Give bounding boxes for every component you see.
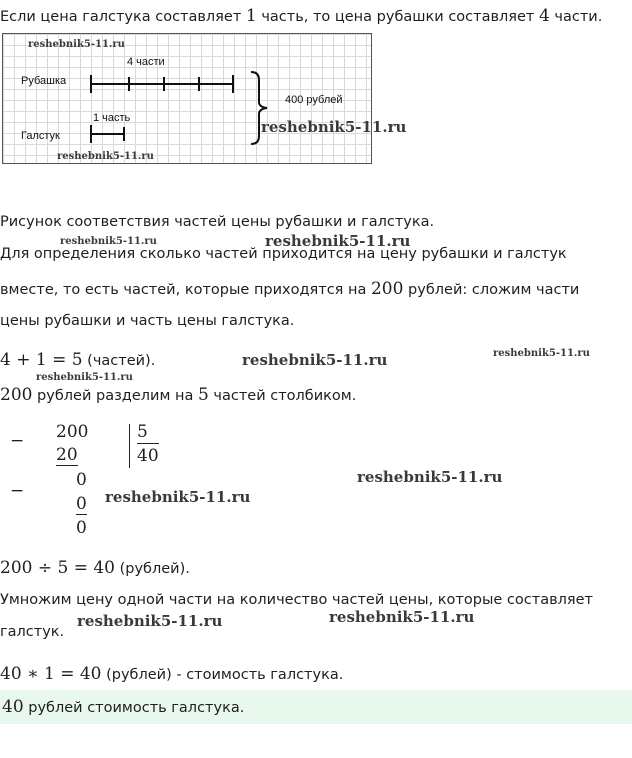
long-division-quotient: 40 bbox=[137, 446, 159, 466]
equation-tie-price bbox=[0, 664, 343, 684]
answer-num: 40 bbox=[2, 697, 24, 717]
figure-caption: Рисунок соответствия частей цены рубашки и галстука. bbox=[0, 214, 435, 230]
watermark-2: reshebnik5-11.ru bbox=[265, 232, 411, 250]
intro-text-a: Если цена галстука составляет bbox=[0, 9, 246, 25]
watermark-8: reshebnik5-11.ru bbox=[77, 612, 223, 630]
long-division-subtrahend-2: 0 bbox=[76, 494, 87, 514]
paragraph-line-2-text-a: вместе, то есть частей, которые приходятся на bbox=[0, 282, 371, 298]
equation-parts-text: (частей). bbox=[82, 353, 156, 369]
long-division-minus-1: − bbox=[10, 431, 25, 451]
figure-watermark-top: reshebnik5-11.ru bbox=[28, 39, 125, 50]
division-sentence-num-b: 5 bbox=[197, 385, 209, 405]
equation-part-price-text: (рублей). bbox=[115, 561, 190, 577]
long-division-bar bbox=[129, 424, 130, 468]
equation-part-price bbox=[0, 558, 190, 578]
division-sentence-text-b: частей столбиком. bbox=[208, 388, 357, 404]
long-division-subtrahend-1: 20 bbox=[56, 445, 78, 465]
equation-part-price-math: 200 ÷ 5 = 40 bbox=[0, 558, 115, 578]
long-division-minus-2: − bbox=[10, 481, 25, 501]
paragraph-line-3: цены рубашки и часть цены галстука. bbox=[0, 313, 295, 329]
answer-box bbox=[0, 690, 632, 724]
watermark-7: reshebnik5-11.ru bbox=[357, 468, 503, 486]
equation-parts bbox=[0, 350, 155, 370]
answer-text bbox=[2, 697, 244, 717]
equation-parts-math: 4 + 1 = 5 bbox=[0, 350, 83, 370]
division-sentence-num-a: 200 bbox=[0, 385, 33, 405]
equation-tie-price-math: 40 ∗ 1 = 40 bbox=[0, 664, 102, 684]
label-4-parts: 4 части bbox=[127, 56, 165, 68]
intro-text-b: часть, то цена рубашки составляет bbox=[256, 9, 539, 25]
paragraph-line-2-text-b: рублей: сложим части bbox=[403, 282, 580, 298]
label-1-part: 1 часть bbox=[93, 112, 131, 124]
equation-tie-price-text: (рублей) - стоимость галстука. bbox=[101, 667, 344, 683]
intro-num-b: 4 bbox=[539, 6, 550, 26]
watermark-5: reshebnik5-11.ru bbox=[36, 372, 133, 383]
intro-line bbox=[0, 6, 602, 26]
multiply-line-2: галстук. bbox=[0, 624, 65, 640]
label-shirt: Рубашка bbox=[21, 75, 67, 87]
division-sentence bbox=[0, 385, 356, 405]
paragraph-line-1: Для определения сколько частей приходится на цену рубашки и галстук bbox=[0, 246, 567, 262]
watermark-9: reshebnik5-11.ru bbox=[329, 608, 475, 626]
watermark-1: reshebnik5-11.ru bbox=[60, 236, 157, 247]
watermark-3: reshebnik5-11.ru bbox=[242, 351, 388, 369]
answer-label: рублей стоимость галстука. bbox=[23, 700, 245, 716]
intro-num-a: 1 bbox=[245, 6, 257, 26]
watermark-6: reshebnik5-11.ru bbox=[105, 488, 251, 506]
long-division-dividend: 200 bbox=[56, 422, 89, 442]
long-division-divisor: 5 bbox=[137, 422, 159, 444]
figure-watermark-bottom: reshebnik5-11.ru bbox=[57, 151, 154, 162]
label-total: 400 рублей bbox=[285, 94, 343, 106]
paragraph-line-2 bbox=[0, 279, 579, 299]
paragraph-line-2-num: 200 bbox=[370, 279, 404, 299]
long-division-remainder-1: 0 bbox=[76, 470, 87, 490]
long-division-remainder-2: 0 bbox=[76, 518, 87, 538]
label-tie: Галстук bbox=[21, 130, 60, 142]
watermark-4: reshebnik5-11.ru bbox=[493, 348, 590, 359]
intro-text-c: части. bbox=[549, 9, 603, 25]
division-sentence-text-a: рублей разделим на bbox=[32, 388, 198, 404]
parts-diagram bbox=[2, 33, 407, 164]
multiply-line-1: Умножим цену одной части на количество частей цены, которые составляет bbox=[0, 592, 593, 608]
figure-watermark-right: reshebnik5-11.ru bbox=[261, 118, 407, 136]
